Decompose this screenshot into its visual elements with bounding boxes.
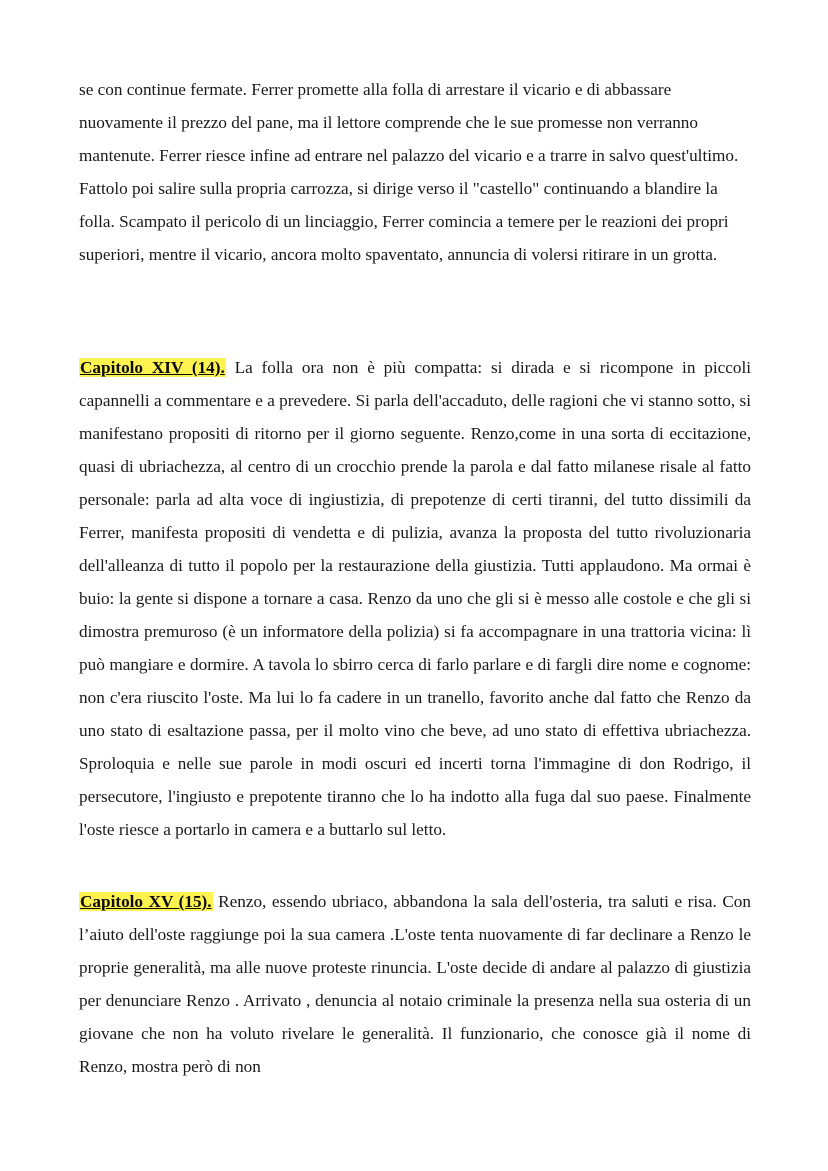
paragraph-text: se con continue fermate. Ferrer promette alla folla di arrestare il vicario e di abbassare nuovamente il prezzo del pane, ma il lettore comprende che le sue promesse non verranno mantenute. Ferrer riesce infine ad entrare nel palazzo del vicario e a trarre in salvo quest'ultimo. Fattolo poi salire sulla propria carrozza, si dirige verso il "castello" continuando a blandire la folla. Scampato il pericolo di un linciaggio, Ferrer comincia a temere per le reazioni dei propri superiori, mentre il vicario, ancora molto spaventato, annuncia di volersi ritirare in un grotta. [79,80,739,264]
paragraph-intro [79,73,751,271]
paragraph-text: La folla ora non è più compatta: si dirada e si ricompone in piccoli capannelli a commentare e a prevedere. Si parla dell'accaduto, delle ragioni che vi stanno sotto, si manifestano propositi di ritorno per il giorno seguente. Renzo,come in una sorta di eccitazione, quasi di ubriachezza, al centro di un crocchio prende la parola e dal fatto milanese risale al fatto personale: parla ad alta voce di ingiustizia, di prepotenze di certi tiranni, del tutto dissimili da Ferrer, manifesta propositi di vendetta e di pulizia, avanza la proposta del tutto rivoluzionaria dell'alleanza di tutto il popolo per la restaurazione della giustizia. Tutti applaudono. Ma ormai è buio: la gente si dispone a tornare a casa. Renzo da uno che gli si è messo alle costole e che gli si dimostra premuroso (è un informatore della polizia) si fa accompagnare in una trattoria vicina: lì può mangiare e dormire. A tavola lo sbirro cerca di farlo parlare e di fargli dire nome e cognome: non c'era riuscito l'oste. Ma lui lo fa cadere in un tranello, favorito anche dal fatto che Renzo da uno stato di esaltazione passa, per il molto vino che beve, ad uno stato di effettiva ubriachezza. Sproloquia e nelle sue parole in modi oscuri ed incerti torna l'immagine di don Rodrigo, il persecutore, l'ingiusto e prepotente tiranno che lo ha indotto alla fuga dal suo paese. Finalmente l'oste riesce a portarlo in camera e a buttarlo sul letto. [79,358,751,839]
paragraph-text: Renzo, essendo ubriaco, abbandona la sala dell'osteria, tra saluti e risa. Con l’aiuto dell'oste raggiunge poi la sua camera .L'oste tenta nuovamente di far declinare a Renzo le proprie generalità, ma alle nuove proteste rinuncia. L'oste decide di andare al palazzo di giustizia per denunciare Renzo . Arrivato , denuncia al notaio criminale la presenza nella sua osteria di un giovane che non ha voluto rivelare le generalità. Il funzionario, che conosce già il nome di Renzo, mostra però di non [79,892,751,1076]
paragraph-chapter-15 [79,885,751,1083]
paragraph-chapter-14 [79,351,751,846]
chapter-heading: Capitolo XIV (14). [80,358,225,377]
chapter-heading: Capitolo XV (15). [80,892,212,911]
